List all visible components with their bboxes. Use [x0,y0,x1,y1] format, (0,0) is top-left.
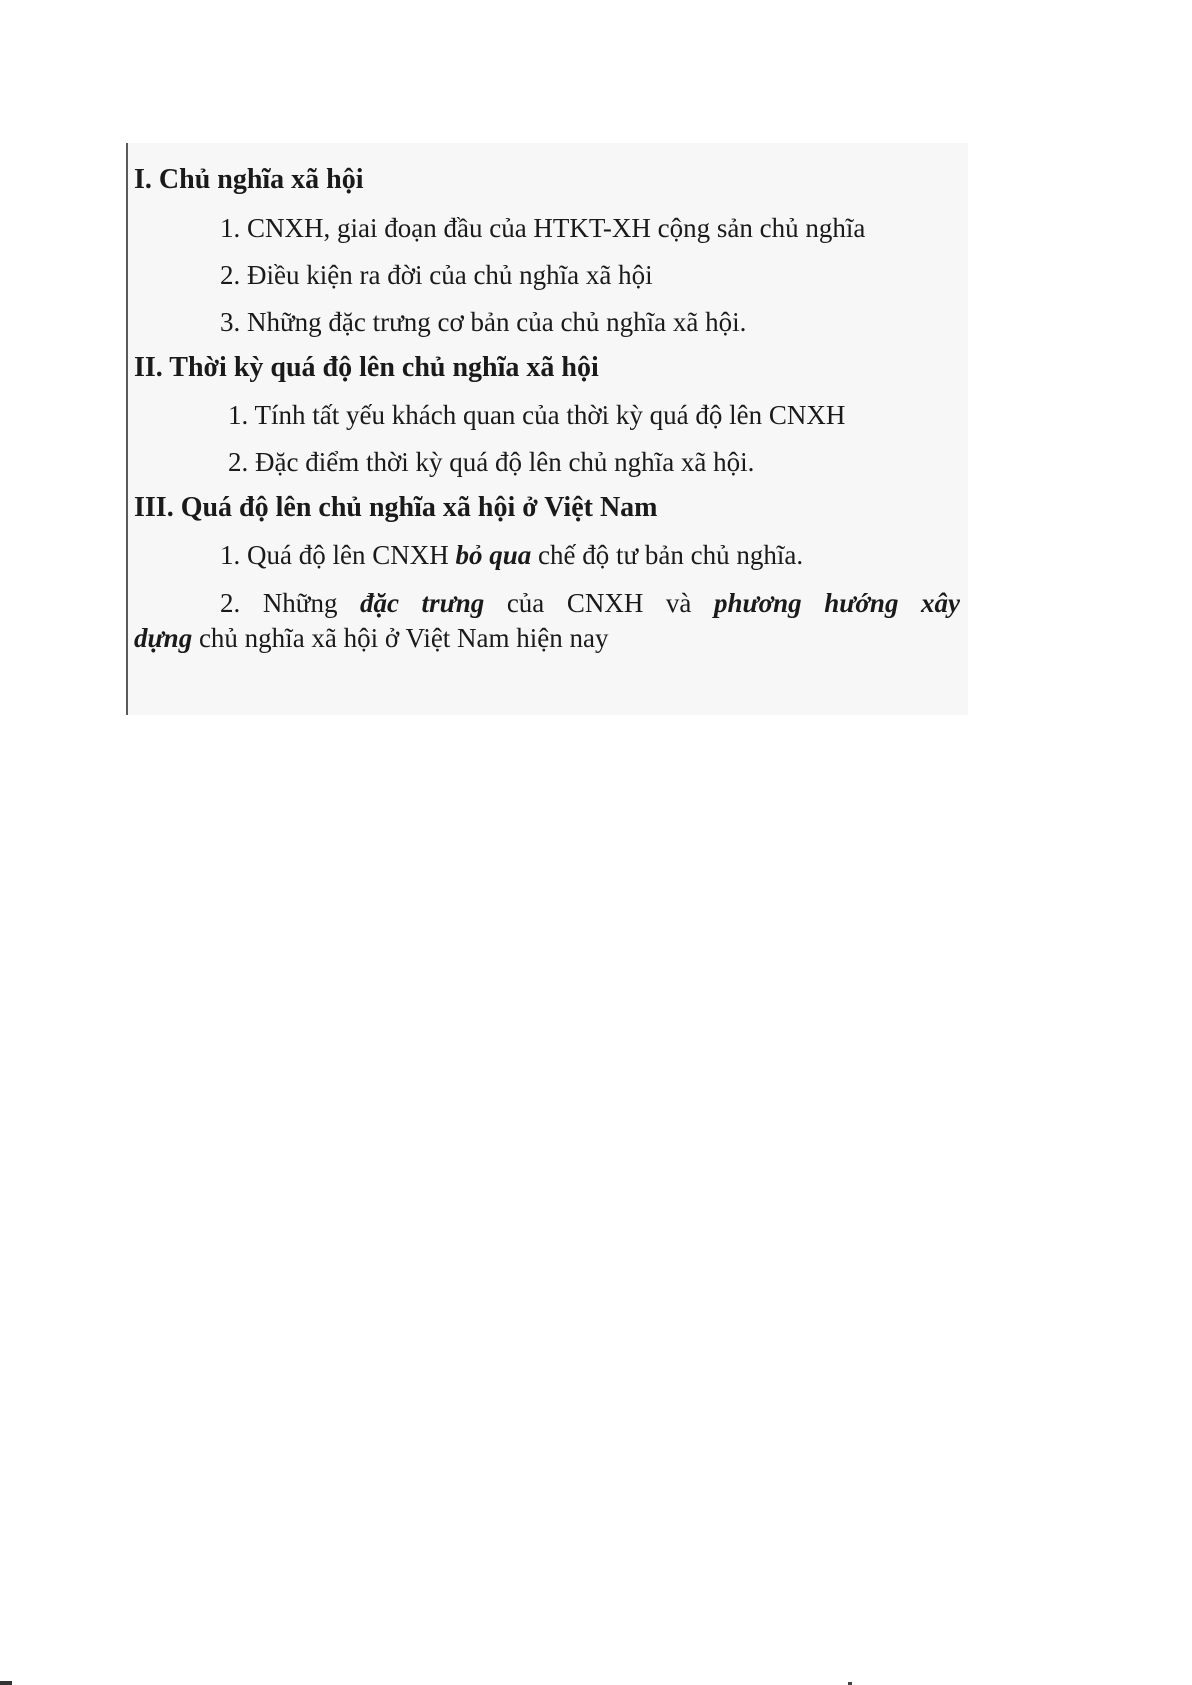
section-3-item-2-emphasis-3: dựng [134,623,193,653]
page-edge-mark [0,1681,12,1685]
section-3-item-2-part-1: 2. Những [220,588,361,618]
section-1-item-1: 1. CNXH, giai đoạn đầu của HTKT-XH cộng sản chủ nghĩa [220,213,866,243]
section-3-item-2-part-3: chủ nghĩa xã hội ở Việt Nam hiện nay [192,623,609,653]
section-3-item-2-line-2 [134,621,609,655]
section-2-item-2: 2. Đặc điểm thời kỳ quá độ lên chủ nghĩa xã hội. [228,447,755,477]
section-3-item-1-prefix: 1. Quá độ lên CNXH [220,540,456,570]
section-3-item-1-suffix: chế độ tư bản chủ nghĩa. [531,540,804,570]
section-3-item-2-line-1 [220,586,960,620]
section-3-item-1 [220,538,803,572]
section-3-item-2-emphasis-1: đặc trưng [360,588,485,618]
section-heading-1: I. Chủ nghĩa xã hội [134,164,364,195]
section-1-item-3: 3. Những đặc trưng cơ bản của chủ nghĩa xã hội. [220,307,747,337]
section-2-item-1: 1. Tính tất yếu khách quan của thời kỳ quá độ lên CNXH [228,400,846,430]
section-heading-3: III. Quá độ lên chủ nghĩa xã hội ở Việt Nam [134,492,658,523]
document-image [126,143,968,715]
section-3-item-1-emphasis: bỏ qua [455,540,532,570]
section-3-item-2-part-2: của CNXH và [484,588,714,618]
section-3-item-2-emphasis-2: phương hướng xây [713,588,960,618]
section-1-item-2: 2. Điều kiện ra đời của chủ nghĩa xã hội [220,260,653,290]
section-heading-2: II. Thời kỳ quá độ lên chủ nghĩa xã hội [134,352,599,383]
